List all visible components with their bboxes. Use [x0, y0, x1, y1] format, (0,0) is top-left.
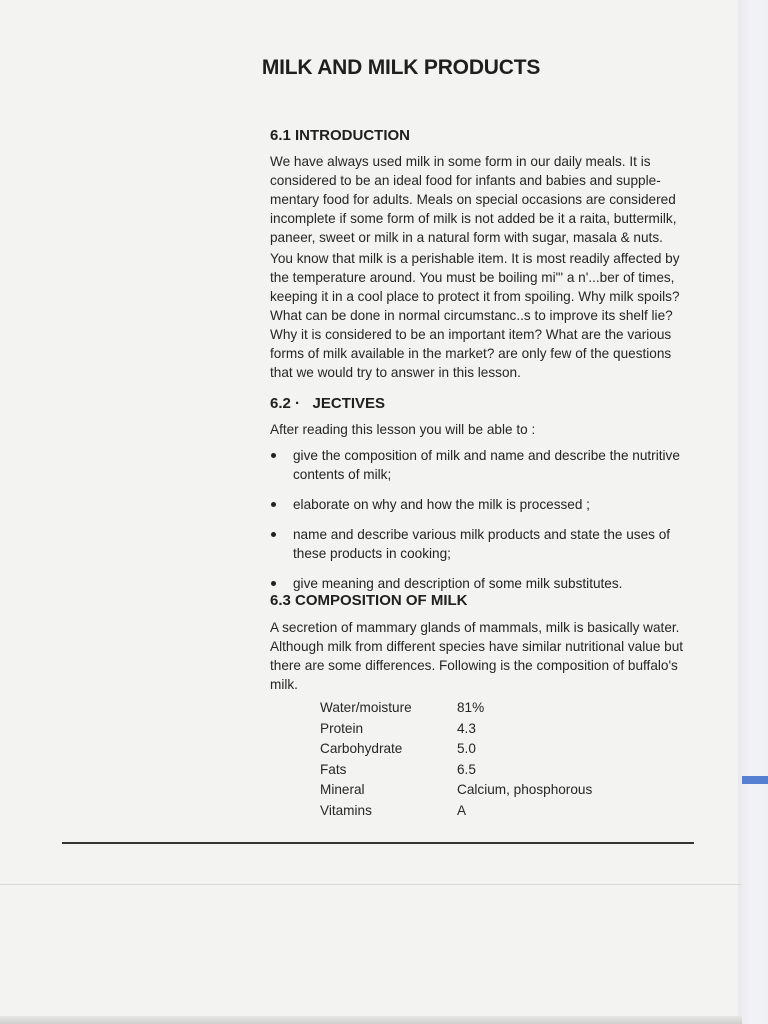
nutrient-name: Protein: [320, 720, 364, 736]
text-line: incomplete if some form of milk is not added be it a raita, buttermilk,: [270, 211, 677, 226]
text-line: Although milk from different species have similar nutritional value but: [270, 639, 684, 654]
bullet-icon: [271, 453, 276, 458]
bullet-icon: [271, 581, 276, 586]
table-row: [320, 760, 592, 781]
text-line: contents of milk;: [293, 467, 392, 482]
text-line: considered to be an ideal food for infants and babies and supple-: [270, 173, 661, 188]
nutrient-value: 81%: [457, 700, 485, 715]
scanner-edge: [738, 0, 768, 1024]
list-item: [270, 574, 694, 593]
section-heading-composition: 6.3 COMPOSITION OF MILK: [270, 592, 468, 609]
bullet-icon: [271, 502, 276, 507]
text-line: there are some differences. Following is the composition of buffalo's: [270, 658, 678, 673]
text-line: milk.: [270, 677, 298, 692]
list-item: [270, 525, 694, 563]
table-row: [320, 801, 592, 822]
page-fold-line: [0, 884, 742, 885]
text-line: keeping it in a cool place to protect it from spoiling. Why milk spoils?: [270, 289, 680, 304]
text-line: the temperature around. You must be boiling mi"' a n'...ber of times,: [270, 270, 675, 285]
edge-blue-mark: [742, 776, 768, 784]
nutrient-name: Water/moisture: [320, 700, 412, 715]
text-line: give the composition of milk and name and describe the nutritive: [293, 448, 680, 463]
text-line: name and describe various milk products and state the uses of: [293, 527, 671, 542]
nutrient-name: Carbohydrate: [320, 741, 403, 757]
text-line: forms of milk available in the market? are only few of the questions: [270, 346, 672, 361]
bottom-edge-shadow: [0, 1016, 742, 1024]
text-line: What can be done in normal circumstanc..s to improve its shelf lie?: [270, 308, 673, 323]
composition-table: [320, 698, 592, 822]
objectives-intro: After reading this lesson you will be able to :: [270, 422, 536, 437]
composition-paragraph: [270, 618, 692, 694]
bullet-icon: [271, 532, 276, 537]
table-row: [320, 739, 592, 760]
objectives-list: [270, 446, 694, 604]
text-line: give meaning and description of some milk substitutes.: [293, 576, 623, 591]
footer-rule: [62, 842, 694, 844]
nutrient-value: 6.5: [457, 761, 476, 777]
text-line: paneer, sweet or milk in a natural form with sugar, masala & nuts.: [270, 230, 663, 245]
intro-paragraph-1: [270, 152, 692, 247]
list-item: [270, 446, 694, 484]
nutrient-value: 4.3: [457, 720, 476, 736]
text-line: elaborate on why and how the milk is processed ;: [293, 497, 590, 512]
intro-paragraph-2: [270, 249, 692, 382]
text-line: We have always used milk in some form in our daily meals. It is: [270, 154, 651, 169]
list-item: [270, 495, 694, 514]
nutrient-value: Calcium, phosphorous: [457, 782, 593, 798]
nutrient-value: 5.0: [457, 741, 476, 757]
table-row: [320, 698, 592, 719]
text-line: Why it is considered to be an important item? What are the various: [270, 327, 672, 342]
section-heading-objectives: 6.2 · JECTIVES: [270, 395, 386, 412]
text-line: You know that milk is a perishable item. It is most readily affected by: [270, 251, 680, 266]
nutrient-name: Mineral: [320, 782, 365, 798]
table-row: [320, 719, 592, 740]
section-heading-introduction: 6.1 INTRODUCTION: [270, 127, 411, 144]
nutrient-value: A: [457, 802, 467, 818]
nutrient-name: Vitamins: [320, 802, 372, 818]
text-line: that we would try to answer in this lesson.: [270, 365, 521, 380]
text-line: mentary food for adults. Meals on special occasions are considered: [270, 192, 676, 207]
nutrient-name: Fats: [320, 761, 347, 777]
page-title: MILK AND MILK PRODUCTS: [261, 56, 541, 79]
text-line: these products in cooking;: [293, 546, 451, 561]
table-row: [320, 780, 592, 801]
text-line: A secretion of mammary glands of mammals, milk is basically water.: [270, 620, 680, 635]
